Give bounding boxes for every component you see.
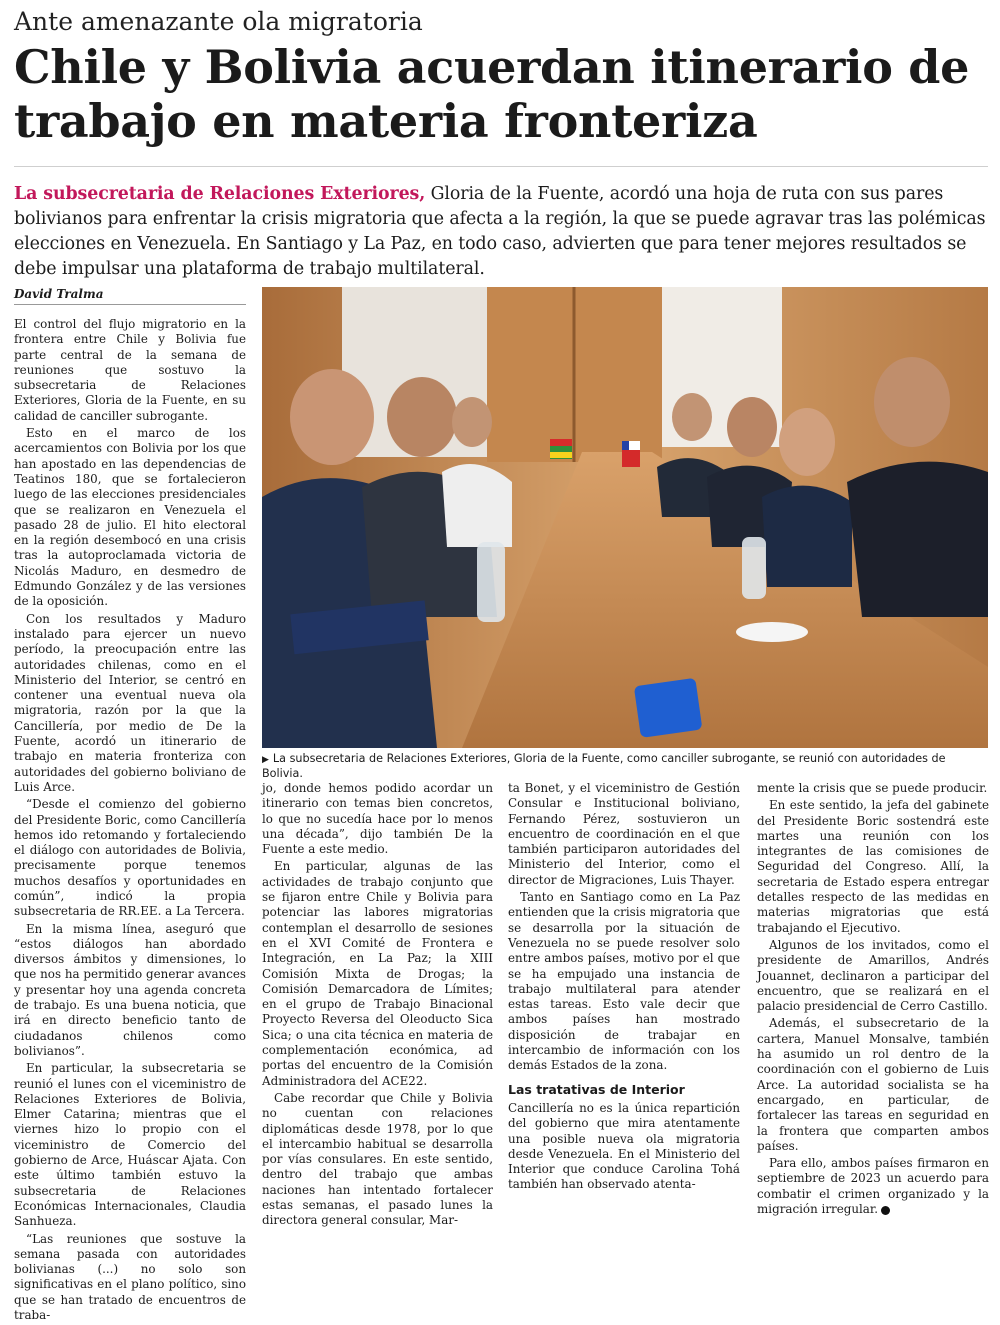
lead-paragraph [14,182,988,282]
paragraph: Tanto en Santiago como en La Paz entienden que la crisis migratoria que se desarrolla por la situación de Venezuela no se puede resolver solo entre ambos países, motivo por el que se ha empujado una instancia de trabajo multilateral para atender estas tareas. Esto vale decir que ambos países han mostrado disposición de trabajar en intercambio de información con los demás Estados de la zona. [508,890,740,1073]
caption-text: La subsecretaria de Relaciones Exteriores, Gloria de la Fuente, como canciller subrogante, se reunió con autoridades de Bolivia. [262,752,946,780]
paragraph: “Las reuniones que sostuve la semana pasada con autoridades bolivianas (...) no solo son significativas en el plano político, sino que se han tratado de encuentros de traba- [14,1231,246,1322]
paragraph: “Desde el comienzo del gobierno del Presidente Boric, como Cancillería hemos ido retomando y fortaleciendo el diálogo con autoridades de Bolivia, precisamente porque tenemos muchos desafíos y oportunidades en común”, indicó la propia subsecretaria de RR.EE. a La Tercera. [14,797,246,919]
divider [14,166,988,167]
photo-caption [262,752,988,781]
column-1 [14,317,246,1325]
paragraph: Algunos de los invitados, como el presidente de Amarillos, Andrés Jouannet, declinaron a participar del encuentro, que se realizará en el palacio presidencial de Cerro Castillo. [757,937,989,1014]
byline: David Tralma [14,287,246,305]
paragraph: En este sentido, la jefa del gabinete del Presidente Boric sostendrá este martes una reunión con los integrantes de las comisiones de Seguridad del Congreso. Allí, la secretaria de Estado espera entregar detalles respecto de las medidas en materias migratorias que está trabajando el Ejecutivo. [757,798,989,935]
kicker: Ante amenazante ola migratoria [14,7,423,36]
paragraph: En particular, la subsecretaria se reunió el lunes con el viceministro de Relaciones Exteriores de Bolivia, Elmer Catarina; mientras que el viernes hizo lo propio con el viceministro de Comercio del gobierno de Arce, Huáscar Ajata. Con este último también estuvo la subsecretaria de Relaciones Económicas Internacionales, Claudia Sanhueza. [14,1061,246,1229]
column-3 [508,781,740,1195]
last-paragraph [757,1156,989,1217]
paragraph: Con los resultados y Maduro instalado para ejercer un nuevo período, la preocupación entre las autoridades chilenas, como en el Ministerio del Interior, se centró en contener una eventual nueva ola migratoria, razón por la que la Cancillería, por medio de De la Fuente, acordó un itinerario de trabajo en materia fronteriza con autoridades del gobierno boliviano de Luis Arce. [14,611,246,794]
paragraph: Cancillería no es la única repartición del gobierno que mira atentamente una posible nueva ola migratoria desde Venezuela. En el Ministerio del Interior que conduce Carolina Tohá también han observado atenta- [508,1100,740,1192]
meeting-photo [262,287,988,748]
paragraph: El control del flujo migratorio en la frontera entre Chile y Bolivia fue parte central de la semana de reuniones que sostuvo la subsecretaria de Relaciones Exteriores, Gloria de la Fuente, en su calidad de canciller subrogante. [14,317,246,423]
paragraph: En la misma línea, aseguró que “estos diálogos han abordado diversos ámbitos y dimensiones, lo que nos ha permitido generar avances y presentar hoy una agenda concreta de trabajo. Es una buena noticia, que irá en directo beneficio tanto de ciudadanos chilenos como bolivianos”. [14,921,246,1058]
triangle-right-icon: ▶ [262,755,269,765]
lead-highlight: La subsecretaria de Relaciones Exteriores, [14,184,426,204]
paragraph: Cabe recordar que Chile y Bolivia no cuentan con relaciones diplomáticas desde 1978, por lo que el intercambio habitual se desarrolla por vías consulares. En este sentido, dentro del trabajo que ambas naciones han intentado fortalecer estas semanas, el pasado lunes la directora general consular, Mar- [262,1090,493,1228]
column-4 [757,781,989,1219]
meeting-photo-illustration [262,287,988,748]
paragraph: jo, donde hemos podido acordar un itinerario con temas bien concretos, lo que no sucedía hace por lo menos una década”, dijo también De la Fuente a este medio. [262,781,493,857]
filled-circle-icon [881,1206,890,1215]
paragraph: ta Bonet, y el viceministro de Gestión Consular e Institucional boliviano, Fernando Pérez, sostuvieron un encuentro de coordinación en el que también participaron autoridades del Ministerio del Interior, como el director de Migraciones, Luis Thayer. [508,781,740,887]
headline: Chile y Bolivia acuerdan itinerario de trabajo en materia fronteriza [14,40,970,148]
lead-text: Gloria de la Fuente, acordó una hoja de ruta con sus pares bolivianos para enfrentar la crisis migratoria que afecta a la región, la que se puede agravar tras las polémicas elecciones en Venezuela. En Santiago y La Paz, en todo caso, advierten que para tener mejores resultados se debe impulsar una plataforma de trabajo multilateral. [14,184,986,279]
paragraph-text: Para ello, ambos países firmaron en septiembre de 2023 un acuerdo para combatir el crimen organizado y la migración irregular. [757,1156,989,1217]
subheading: Las tratativas de Interior [508,1081,685,1097]
paragraph: En particular, algunas de las actividades de trabajo conjunto que se fijaron entre Chile y Bolivia para potenciar las labores migratorias contemplan el desarrollo de sesiones en el XVI Comité de Frontera e Integración, en La Paz; la XIII Comisión Mixta de Drogas; la Comisión Demarcadora de Límites; en el grupo de Trabajo Binacional Proyecto Reversa del Oleoducto Sica Sica; o una cita técnica en materia de complementación económica, ad portas del encuentro de la Comisión Administradora del ACE22. [262,859,493,1088]
paragraph: mente la crisis que se puede producir. [757,781,988,795]
paragraph: Además, el subsecretario de la cartera, Manuel Monsalve, también ha asumido un rol dentro de la coordinación con el gobierno de Luis Arce. La autoridad socialista se ha encargado, en particular, de fortalecer las tareas en seguridad en la frontera que comparten ambos países. [757,1016,989,1153]
column-2 [262,781,493,1231]
paragraph: Esto en el marco de los acercamientos con Bolivia por los que han apostado en las dependencias de Teatinos 180, que se fortalecieron luego de las elecciones presidenciales que se realizaron en Venezuela el pasado 28 de julio. El hito electoral en la región desembocó en una crisis tras la autoproclamada victoria de Nicolás Maduro, en desmedro de Edmundo González y de las versiones de la oposición. [14,426,246,609]
